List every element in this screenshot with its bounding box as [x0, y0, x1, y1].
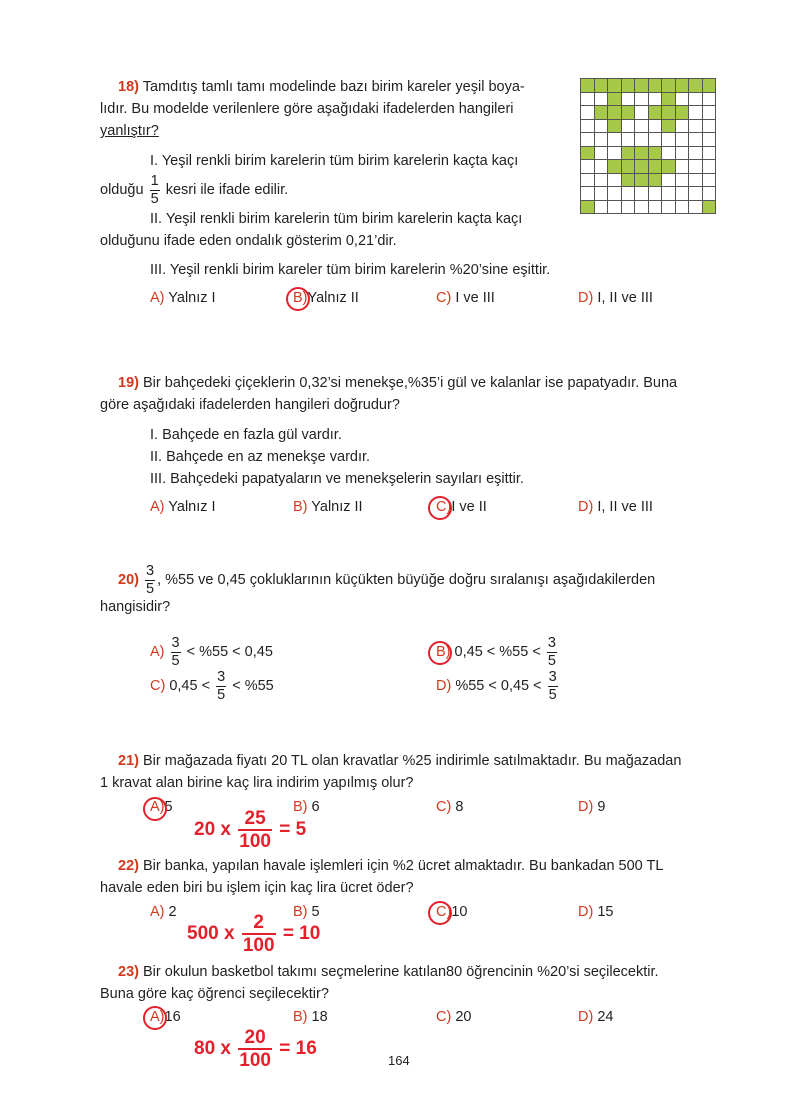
green-unit-square — [581, 79, 595, 93]
green-unit-square — [608, 93, 622, 107]
q21-line1: 21) Bir mağazada fiyatı 20 TL olan kravatlar %25 indirimle satılmaktadır. Bu mağazadan — [118, 753, 682, 769]
q22-option-d[interactable]: D) 15 — [578, 904, 614, 920]
unit-square — [689, 120, 703, 134]
unit-square — [581, 93, 595, 107]
unit-square — [595, 160, 609, 174]
unit-square — [649, 187, 663, 201]
green-unit-square — [689, 79, 703, 93]
q19-option-b[interactable]: B) Yalnız II — [293, 499, 363, 515]
q22-option-c[interactable]: C)10 — [436, 904, 468, 920]
unit-square — [676, 187, 690, 201]
q21-option-d[interactable]: D) 9 — [578, 799, 606, 815]
q20-option-c[interactable]: C) 0,45 < $\frac{3}{5}$ < %55 — [150, 669, 274, 703]
unit-square — [581, 160, 595, 174]
unit-square — [662, 133, 676, 147]
q18-line2: lıdır. Bu modelde verilenlere göre aşağıdaki ifadelerden hangileri — [100, 101, 514, 117]
unit-square — [595, 93, 609, 107]
q20-option-a[interactable]: A) $\frac{3}{5}$ < %55 < 0,45 — [150, 635, 273, 669]
unit-square — [635, 201, 649, 215]
q18-statement-2b: olduğunu ifade eden ondalık gösterim 0,21’dir. — [100, 233, 397, 249]
unit-square — [703, 174, 717, 188]
green-unit-square — [662, 106, 676, 120]
unit-square — [703, 106, 717, 120]
q23-option-d[interactable]: D) 24 — [578, 1009, 614, 1025]
q18-statement-1b: olduğu $\frac{1}{5}$ kesri ile ifade edilir. — [100, 173, 289, 207]
q21-option-a[interactable]: A)5 — [150, 799, 173, 815]
q18-option-d[interactable]: D) I, II ve III — [578, 290, 653, 306]
unit-square — [676, 201, 690, 215]
unit-square — [676, 147, 690, 161]
unit-square — [581, 120, 595, 134]
green-unit-square — [662, 120, 676, 134]
unit-square — [689, 160, 703, 174]
q20-stem-fraction: $\frac{3}{5}$ — [146, 563, 155, 597]
unit-square — [608, 201, 622, 215]
q18-answer-circle — [286, 287, 310, 311]
unit-square — [622, 120, 636, 134]
unit-square — [581, 187, 595, 201]
q20-option-a-fraction: $\frac{3}{5}$ — [171, 635, 180, 669]
unit-square — [689, 174, 703, 188]
q22-option-a[interactable]: A) 2 — [150, 904, 177, 920]
unit-square — [703, 147, 717, 161]
q18-statement-2a: II. Yeşil renkli birim karelerin tüm birim karelerin kaçta kaçı — [150, 211, 523, 227]
unit-square — [689, 133, 703, 147]
q22-option-b[interactable]: B) 5 — [293, 904, 320, 920]
unit-square — [649, 201, 663, 215]
unit-square — [635, 187, 649, 201]
unit-square — [676, 160, 690, 174]
q20-option-b-fraction: $\frac{3}{5}$ — [547, 635, 556, 669]
unit-square — [662, 187, 676, 201]
unit-square — [608, 133, 622, 147]
unit-square — [703, 93, 717, 107]
q21-handwritten-solution: 20 x $\frac{25}{100}$ = 5 — [194, 808, 307, 852]
unit-square — [622, 201, 636, 215]
q18-line3: yanlıştır? — [100, 123, 159, 139]
green-unit-square — [703, 201, 717, 215]
q19-statement-2: II. Bahçede en az menekşe vardır. — [150, 449, 371, 465]
q23-option-a[interactable]: A)16 — [150, 1009, 181, 1025]
q20-option-d-fraction: $\frac{3}{5}$ — [548, 669, 557, 703]
unit-square — [689, 93, 703, 107]
q23-answer-circle — [143, 1006, 167, 1030]
unit-square — [635, 106, 649, 120]
green-unit-square — [608, 120, 622, 134]
unit-square — [622, 133, 636, 147]
unit-square — [649, 133, 663, 147]
unit-square — [676, 174, 690, 188]
green-unit-square — [581, 201, 595, 215]
unit-square — [689, 147, 703, 161]
q20-option-d[interactable]: D) %55 < 0,45 < $\frac{3}{5}$ — [436, 669, 557, 703]
green-unit-square — [635, 79, 649, 93]
q21-option-b[interactable]: B) 6 — [293, 799, 320, 815]
green-unit-square — [649, 147, 663, 161]
green-unit-square — [703, 79, 717, 93]
unit-square — [635, 93, 649, 107]
unit-square — [703, 160, 717, 174]
unit-square — [622, 93, 636, 107]
green-unit-square — [662, 160, 676, 174]
green-unit-square — [622, 106, 636, 120]
unit-square — [581, 174, 595, 188]
unit-square — [649, 120, 663, 134]
q23-handwritten-solution: 80 x $\frac{20}{100}$ = 16 — [194, 1027, 317, 1071]
green-unit-square — [622, 147, 636, 161]
q18-line1: 18) Tamdıtış tamlı tamı modelinde bazı birim kareler yeşil boya- — [118, 79, 525, 95]
unit-square — [662, 201, 676, 215]
q19-statement-3: III. Bahçedeki papatyaların ve menekşelerin sayıları eşittir. — [150, 471, 524, 487]
q19-option-d[interactable]: D) I, II ve III — [578, 499, 653, 515]
q19-option-c[interactable]: C)I ve II — [436, 499, 487, 515]
green-unit-square — [649, 160, 663, 174]
unit-square — [595, 187, 609, 201]
q18-option-c[interactable]: C) I ve III — [436, 290, 495, 306]
unit-square — [703, 187, 717, 201]
q19-statement-1: I. Bahçede en fazla gül vardır. — [150, 427, 342, 443]
q23-line1: 23) Bir okulun basketbol takımı seçmelerine katılan80 öğrencinin %20’si seçilecektir. — [118, 964, 659, 980]
q18-statement-1a: I. Yeşil renkli birim karelerin tüm birim karelerin kaçta kaçı — [150, 153, 519, 169]
unit-square — [676, 133, 690, 147]
green-unit-square — [608, 160, 622, 174]
q19-option-a[interactable]: A) Yalnız I — [150, 499, 216, 515]
q22-answer-circle — [428, 901, 452, 925]
green-unit-square — [676, 79, 690, 93]
green-unit-square — [581, 147, 595, 161]
unit-square — [649, 93, 663, 107]
q20-answer-circle — [428, 641, 452, 665]
green-unit-square — [635, 147, 649, 161]
q20-option-c-fraction: $\frac{3}{5}$ — [217, 669, 226, 703]
q21-answer-circle — [143, 797, 167, 821]
unit-square — [689, 187, 703, 201]
green-unit-square — [622, 160, 636, 174]
unit-square — [676, 93, 690, 107]
page-number: 164 — [388, 1053, 410, 1068]
q23-option-b[interactable]: B) 18 — [293, 1009, 328, 1025]
green-unit-square — [635, 174, 649, 188]
unit-square — [595, 133, 609, 147]
green-unit-square — [595, 79, 609, 93]
q22-line2: havale eden biri bu işlem için kaç lira ücret öder? — [100, 880, 414, 896]
green-unit-square — [622, 174, 636, 188]
green-unit-square — [622, 79, 636, 93]
unit-square — [595, 201, 609, 215]
green-unit-square — [662, 79, 676, 93]
q18-fraction: $\frac{1}{5}$ — [150, 173, 159, 207]
unit-square — [595, 147, 609, 161]
unit-square — [608, 187, 622, 201]
q21-line2: 1 kravat alan birine kaç lira indirim yapılmış olur? — [100, 775, 414, 791]
q20-option-b[interactable]: B) 0,45 < %55 < $\frac{3}{5}$ — [436, 635, 556, 669]
unit-square — [635, 133, 649, 147]
green-unit-square — [649, 79, 663, 93]
unit-square — [703, 120, 717, 134]
q18-option-b[interactable]: B)Yalnız II — [293, 290, 359, 306]
unit-square — [635, 120, 649, 134]
green-unit-square — [676, 106, 690, 120]
q19-answer-circle — [428, 496, 452, 520]
q21-option-c[interactable]: C) 8 — [436, 799, 464, 815]
unit-square — [662, 174, 676, 188]
unit-square — [581, 106, 595, 120]
unit-square — [689, 201, 703, 215]
unit-square — [662, 147, 676, 161]
green-unit-square — [649, 106, 663, 120]
unit-square-grid-model — [580, 78, 716, 214]
q22-handwritten-solution: 500 x $\frac{2}{100}$ = 10 — [187, 912, 321, 956]
q23-line2: Buna göre kaç öğrenci seçilecektir? — [100, 986, 329, 1002]
q23-option-c[interactable]: C) 20 — [436, 1009, 472, 1025]
green-unit-square — [608, 79, 622, 93]
green-unit-square — [635, 160, 649, 174]
q20-line2: hangisidir? — [100, 599, 171, 615]
unit-square — [595, 120, 609, 134]
green-unit-square — [662, 93, 676, 107]
q18-option-a[interactable]: A) Yalnız I — [150, 290, 216, 306]
unit-square — [608, 147, 622, 161]
green-unit-square — [608, 106, 622, 120]
unit-square — [703, 133, 717, 147]
q18-statement-3: III. Yeşil renkli birim kareler tüm birim karelerin %20’sine eşittir. — [150, 262, 551, 278]
unit-square — [689, 106, 703, 120]
unit-square — [595, 174, 609, 188]
unit-square — [676, 120, 690, 134]
unit-square — [608, 174, 622, 188]
green-unit-square — [595, 106, 609, 120]
q19-line1: 19) Bir bahçedeki çiçeklerin 0,32’si menekşe,%35’i gül ve kalanlar ise papatyadır. Buna — [118, 375, 678, 391]
unit-square — [622, 187, 636, 201]
q22-line1: 22) Bir banka, yapılan havale işlemleri için %2 ücret almaktadır. Bu bankadan 500 TL — [118, 858, 664, 874]
unit-square — [581, 133, 595, 147]
green-unit-square — [649, 174, 663, 188]
q20-line1: 20) $\frac{3}{5}$ , %55 ve 0,45 çokluklarının küçükten büyüğe doğru sıralanışı aşağıdakilerden — [118, 563, 656, 597]
q19-line2: göre aşağıdaki ifadelerden hangileri doğrudur? — [100, 397, 400, 413]
